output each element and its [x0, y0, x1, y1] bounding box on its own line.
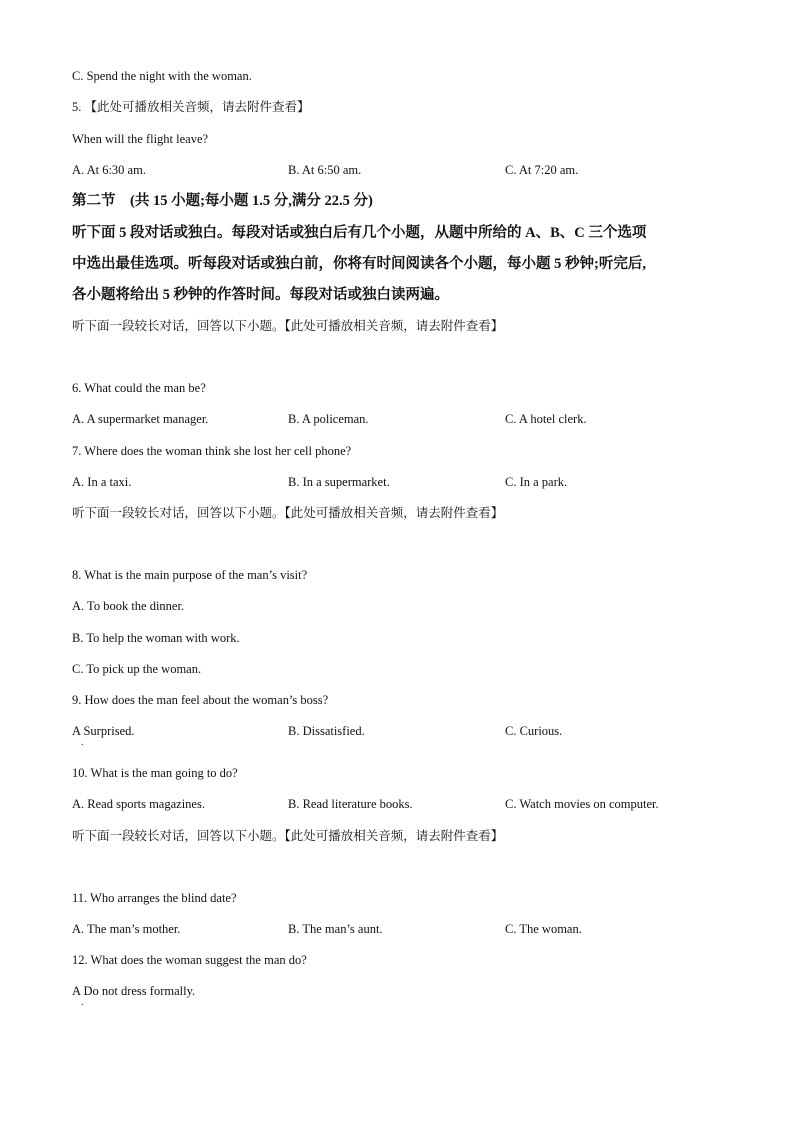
q9-option-c: C. Curious. — [505, 724, 563, 738]
q6-option-b: B. A policeman. — [288, 412, 369, 426]
q10-option-c: C. Watch movies on computer. — [505, 797, 659, 811]
q5-option-b: B. At 6:50 am. — [288, 163, 362, 177]
q12-question: 12. What does the woman suggest the man do? — [72, 953, 307, 967]
q8-option-c: C. To pick up the woman. — [72, 662, 202, 676]
q10-option-b: B. Read literature books. — [288, 797, 413, 811]
q11-option-a: A. The man’s mother. — [72, 922, 181, 936]
q12-option-a-dot: . — [81, 997, 84, 1008]
listen-instruction-1: 听下面一段较长对话，回答以下小题。【此处可播放相关音频，请去附件查看】 — [72, 319, 504, 333]
q7-question: 7. Where does the woman think she lost her cell phone? — [72, 444, 352, 458]
q5-question: When will the flight leave? — [72, 132, 209, 146]
q8-question: 8. What is the main purpose of the man’s visit? — [72, 568, 308, 582]
q7-option-c: C. In a park. — [505, 475, 568, 489]
q7-option-a: A. In a taxi. — [72, 475, 132, 489]
q9-option-b: B. Dissatisfied. — [288, 724, 365, 738]
q8-option-b: B. To help the woman with work. — [72, 631, 240, 645]
q7-option-b: B. In a supermarket. — [288, 475, 390, 489]
q9-option-a-dot: . — [81, 737, 84, 748]
section-2-instruction-line-3: 各小题将给出 5 秒钟的作答时间。每段对话或独白读两遍。 — [72, 287, 449, 303]
q5-option-a: A. At 6:30 am. — [72, 163, 146, 177]
q8-option-a: A. To book the dinner. — [72, 599, 185, 613]
listen-instruction-2: 听下面一段较长对话，回答以下小题。【此处可播放相关音频，请去附件查看】 — [72, 506, 504, 520]
q11-option-c: C. The woman. — [505, 922, 582, 936]
q9-option-a: A Surprised. — [72, 724, 135, 738]
section-2-instruction-line-2: 中选出最佳选项。听每段对话或独白前，你将有时间阅读各个小题，每小题 5 秒钟;听完后, — [72, 256, 646, 272]
q6-question: 6. What could the man be? — [72, 381, 206, 395]
listen-instruction-3: 听下面一段较长对话，回答以下小题。【此处可播放相关音频，请去附件查看】 — [72, 829, 504, 843]
q11-question: 11. Who arranges the blind date? — [72, 891, 237, 905]
q10-question: 10. What is the man going to do? — [72, 766, 238, 780]
q4-option-c: C. Spend the night with the woman. — [72, 69, 252, 83]
section-2-instruction-line-1: 听下面 5 段对话或独白。每段对话或独白后有几个小题，从题中所给的 A、B、C 三个选项 — [72, 225, 647, 241]
q12-option-a: A Do not dress formally. — [72, 984, 196, 998]
q5-option-c: C. At 7:20 am. — [505, 163, 579, 177]
q11-option-b: B. The man’s aunt. — [288, 922, 383, 936]
q6-option-a: A. A supermarket manager. — [72, 412, 209, 426]
q9-question: 9. How does the man feel about the woman’s boss? — [72, 693, 329, 707]
q10-option-a: A. Read sports magazines. — [72, 797, 205, 811]
section-2-title: 第二节 (共 15 小题;每小题 1.5 分,满分 22.5 分) — [72, 193, 373, 209]
q5-audio-note: 5. 【此处可播放相关音频，请去附件查看】 — [72, 100, 310, 114]
q6-option-c: C. A hotel clerk. — [505, 412, 587, 426]
